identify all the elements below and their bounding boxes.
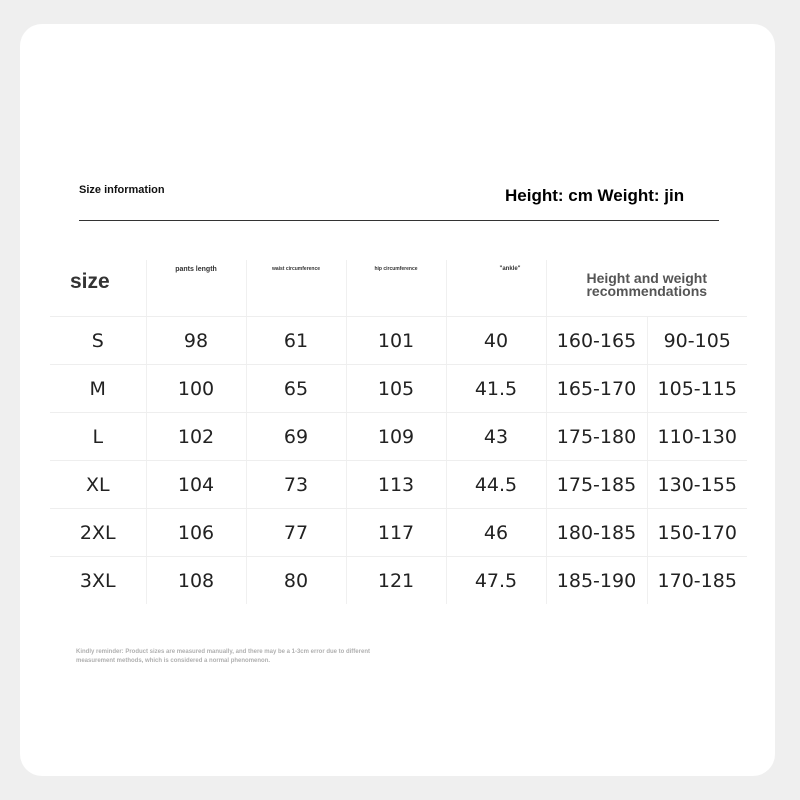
header-height-weight-line2: recommendations — [586, 283, 708, 299]
cell-height: 165-170 — [546, 365, 647, 413]
header-waist: waist circumference — [246, 260, 346, 317]
cell-waist: 73 — [246, 461, 346, 509]
header-size: size — [50, 260, 146, 317]
cell-height: 185-190 — [546, 557, 647, 605]
cell-height: 160-165 — [546, 317, 647, 365]
cell-waist: 77 — [246, 509, 346, 557]
cell-hip: 105 — [346, 365, 446, 413]
header-height-weight-line1: Height and weight — [586, 270, 708, 286]
table-row — [50, 509, 747, 557]
cell-size: 2XL — [50, 509, 146, 557]
cell-pants-length: 102 — [146, 413, 246, 461]
header-hip: hip circumference — [346, 260, 446, 317]
units-title: Height: cm Weight: jin — [505, 186, 685, 205]
header-pants-length: pants length — [146, 260, 246, 317]
size-chart-card — [20, 24, 775, 776]
cell-ankle: 43 — [446, 413, 546, 461]
cell-weight: 150-170 — [647, 509, 747, 557]
cell-weight: 90-105 — [647, 317, 747, 365]
header-ankle: "ankle" — [446, 260, 546, 317]
table-header-row — [50, 260, 747, 317]
header-height-weight — [546, 260, 747, 317]
cell-hip: 109 — [346, 413, 446, 461]
cell-waist: 65 — [246, 365, 346, 413]
cell-hip: 121 — [346, 557, 446, 605]
cell-size: L — [50, 413, 146, 461]
cell-pants-length: 100 — [146, 365, 246, 413]
cell-size: XL — [50, 461, 146, 509]
measurement-reminder: Kindly reminder: Product sizes are measured manually, and there may be a 1-3cm error due to different measurement methods, which is considered a normal phenomenon. — [76, 649, 370, 664]
cell-pants-length: 106 — [146, 509, 246, 557]
table-row — [50, 317, 747, 365]
cell-ankle: 46 — [446, 509, 546, 557]
cell-size: S — [50, 317, 146, 365]
cell-pants-length: 98 — [146, 317, 246, 365]
cell-height: 175-185 — [546, 461, 647, 509]
cell-weight: 110-130 — [647, 413, 747, 461]
cell-waist: 61 — [246, 317, 346, 365]
cell-weight: 105-115 — [647, 365, 747, 413]
cell-hip: 117 — [346, 509, 446, 557]
cell-ankle: 44.5 — [446, 461, 546, 509]
section-title: Size information — [79, 184, 165, 196]
cell-pants-length: 108 — [146, 557, 246, 605]
cell-waist: 69 — [246, 413, 346, 461]
cell-size: M — [50, 365, 146, 413]
cell-hip: 101 — [346, 317, 446, 365]
size-table — [50, 260, 747, 604]
cell-waist: 80 — [246, 557, 346, 605]
cell-ankle: 47.5 — [446, 557, 546, 605]
table-row — [50, 557, 747, 605]
cell-weight: 170-185 — [657, 569, 737, 592]
cell-size: 3XL — [50, 557, 146, 605]
table-row — [50, 461, 747, 509]
cell-height: 180-185 — [546, 509, 647, 557]
cell-hip: 113 — [346, 461, 446, 509]
cell-ankle: 41.5 — [446, 365, 546, 413]
cell-pants-length: 104 — [146, 461, 246, 509]
cell-height: 175-180 — [546, 413, 647, 461]
table-row — [50, 413, 747, 461]
cell-ankle: 40 — [446, 317, 546, 365]
header-divider — [79, 220, 719, 221]
cell-weight: 130-155 — [647, 461, 747, 509]
table-row — [50, 365, 747, 413]
